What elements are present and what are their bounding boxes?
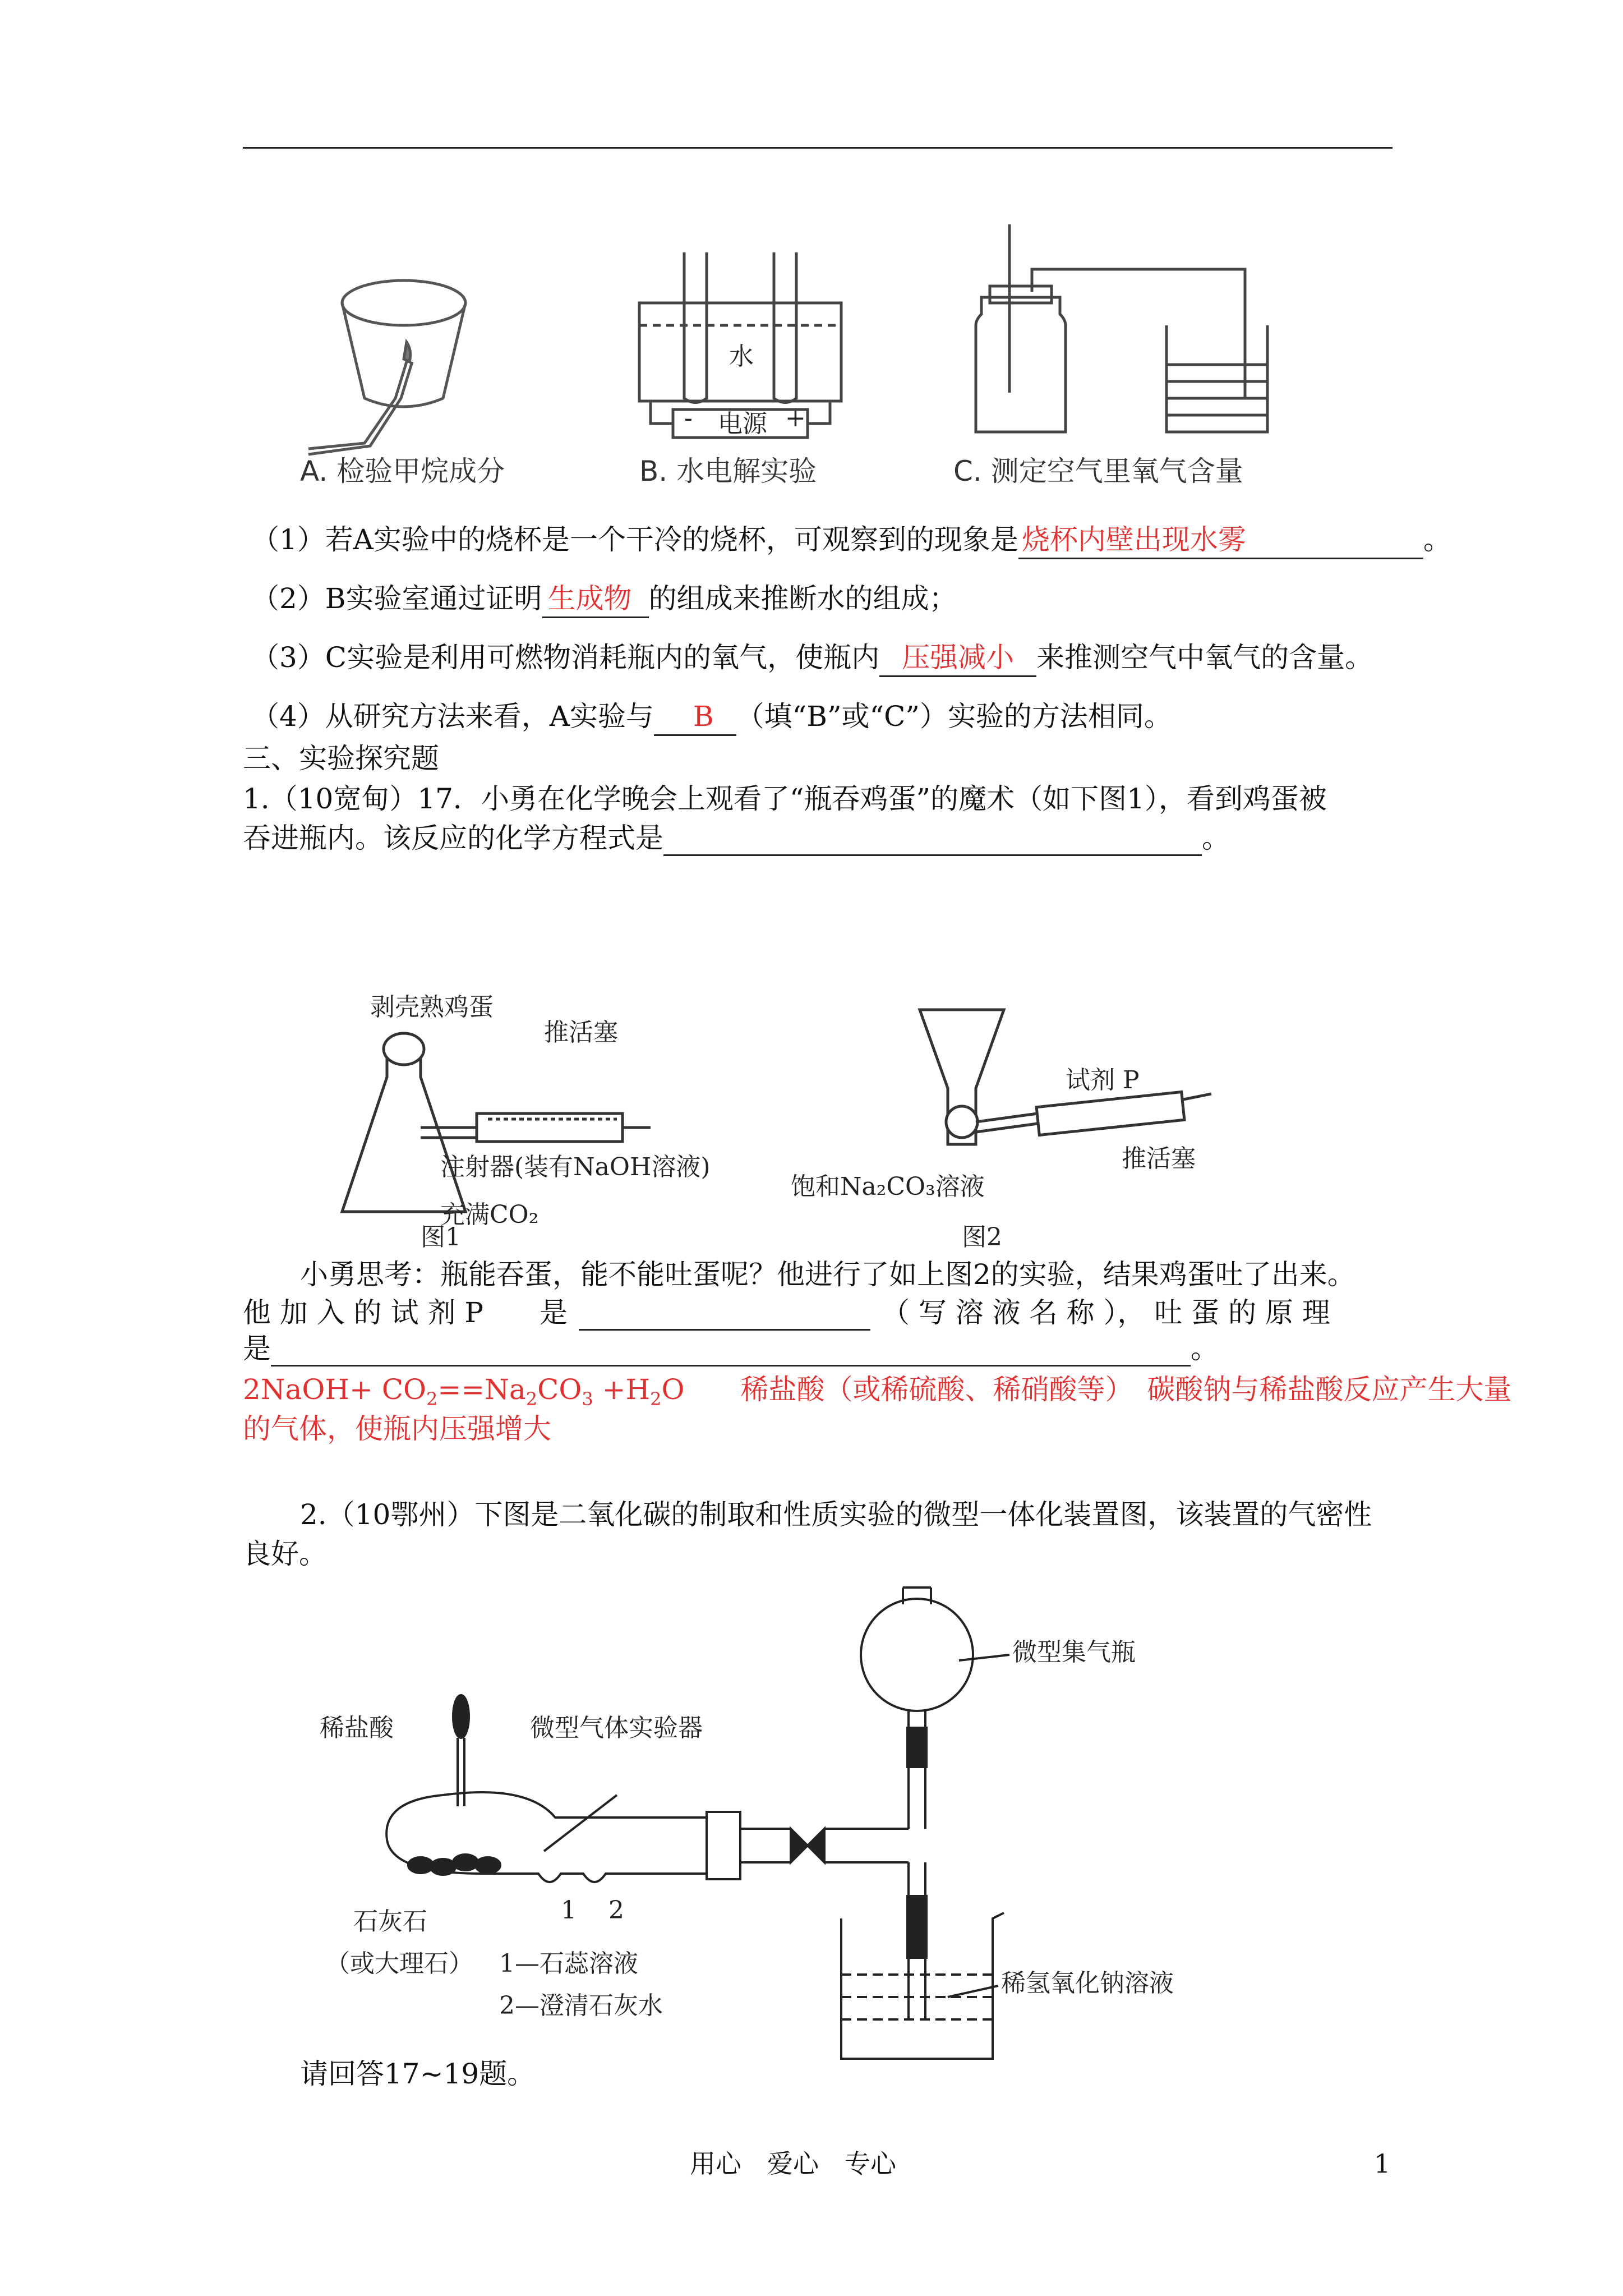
q2-answer: 生成物 [542,581,649,618]
reagent-blank [579,1297,870,1331]
q2-prefix: （2）B实验室通过证明 [251,582,542,615]
naoh-label: 稀氢氧化钠溶液 [1001,1969,1174,1998]
problem-1b-line2-c: （ 写 溶 液 名 称 ）， 吐 蛋 的 原 理 [882,1296,1330,1329]
device-label: 微型气体实验器 [530,1714,703,1742]
caption-b: B. 水电解实验 [639,455,817,487]
problem-1b-line3-a: 是 [243,1332,271,1365]
eq-part: 2NaOH+ CO [243,1373,427,1406]
egg-label: 剥壳熟鸡蛋 [370,993,494,1022]
q4-prefix: （4）从研究方法来看，A实验与 [251,700,654,733]
eq-part: O [661,1373,685,1406]
label-minus: - [684,404,693,432]
eq-sub: 2 [650,1388,662,1410]
syringe-label: 注射器(装有NaOH溶液) [440,1153,711,1181]
header-rule [243,147,1393,149]
caption-a: A. 检验甲烷成分 [300,455,505,487]
problem-1b-line1: 小勇思考：瓶能吞蛋，能不能吐蛋呢？他进行了如上图2的实验，结果鸡蛋吐了出来。 [300,1258,1355,1291]
problem-1b-line2 [243,1295,1330,1331]
principle-blank [271,1333,1191,1366]
fig1-label: 图1 [421,1223,461,1251]
section-3-heading: 三、实验探究题 [243,742,439,775]
push-label-1: 推活塞 [544,1018,618,1047]
num2-label: 2 [608,1896,624,1925]
problem-2-line2: 良好。 [243,1538,327,1570]
problem-1b-line2-a: 他 加 入 的 试 剂 P [243,1296,484,1329]
eq-part: CO [537,1373,582,1406]
q1-answer: 烧杯内壁出现水雾 [1018,522,1289,559]
reagent-label: 试剂 P [1066,1066,1140,1094]
q3-suffix: 来推测空气中氧气的含量。 [1036,641,1373,674]
label-power: 电源 [718,409,767,438]
q3-answer: 压强减小 [879,639,1036,677]
problem-3: 请回答17~19题。 [300,2058,536,2090]
legend-1: 1—石蕊溶液 [499,1949,638,1978]
figure-co2-apparatus [303,1582,1312,2076]
problem-1-line2 [243,820,1230,856]
q1-suffix: 。 [1423,523,1451,556]
label-water: 水 [729,342,754,371]
answer-line-1 [243,1372,1511,1417]
question-3 [251,639,1373,677]
stone-label-1: 石灰石 [353,1907,427,1936]
q4-answer: B [654,698,736,736]
eq-sub: 2 [525,1388,538,1410]
page-number: 1 [1374,2148,1391,2179]
answer-line-2: 的气体，使瓶内压强增大 [243,1412,551,1445]
num1-label: 1 [561,1896,577,1925]
answer-rest: 稀盐酸（或稀硫酸、稀硝酸等） 碳酸钠与稀盐酸反应产生大量 [740,1373,1512,1406]
problem-1-line2-text: 吞进瓶内。该反应的化学方程式是 [243,822,663,854]
eq-sub: 2 [426,1388,438,1410]
caption-c: C. 测定空气里氧气含量 [953,455,1243,487]
footer-center: 用心 爱心 专心 [690,2148,896,2179]
eq-sub: 3 [582,1388,593,1410]
label-plus: + [785,404,806,432]
problem-1b-line3 [243,1331,1219,1366]
bottle-label: 微型集气瓶 [1012,1638,1136,1667]
problem-1b-line3-b: 。 [1191,1332,1219,1365]
q1-blank [1289,526,1423,559]
na2co3-label: 饱和Na₂CO₃溶液 [791,1172,985,1201]
q4-suffix: （填“B”或“C”）实验的方法相同。 [736,700,1172,733]
q1-prefix: （1）若A实验中的烧杯是一个干冷的烧杯，可观察到的现象是 [251,523,1018,556]
equation-blank [663,823,1202,856]
eq-part: ==Na [437,1373,526,1406]
push-label-2: 推活塞 [1122,1144,1196,1173]
co2-label: 充满CO₂ [440,1200,539,1229]
stone-label-2: （或大理石） [325,1949,473,1978]
question-4 [251,698,1172,736]
acid-label: 稀盐酸 [320,1714,394,1742]
problem-1b-line2-b: 是 [540,1296,568,1329]
q2-suffix: 的组成来推断水的组成； [648,582,957,615]
fig2-label: 图2 [962,1223,1002,1251]
question-2 [251,581,957,618]
legend-2: 2—澄清石灰水 [499,1991,663,2020]
figure-egg [336,993,1256,1251]
problem-2-line1: 2.（10鄂州）下图是二氧化碳的制取和性质实验的微型一体化装置图，该装置的气密性 [300,1498,1372,1531]
problem-1-line2-suffix: 。 [1202,822,1230,854]
eq-part: +H [593,1373,651,1406]
question-1 [251,522,1451,559]
q3-prefix: （3）C实验是利用可燃物消耗瓶内的氧气，使瓶内 [251,641,880,674]
problem-1-line1: 1.（10宽甸）17．小勇在化学晚会上观看了“瓶吞鸡蛋”的魔术（如下图1），看到鸡蛋被 [243,783,1327,815]
